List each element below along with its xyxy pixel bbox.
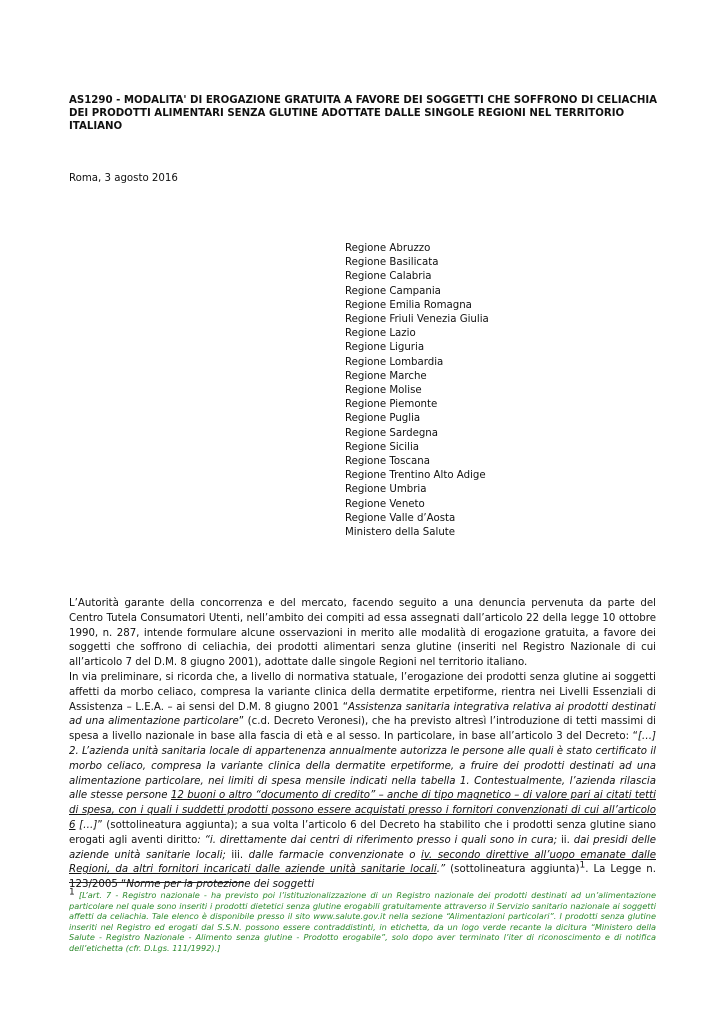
- decree-quote: […] 2. L’azienda unità sanitaria locale di appartenenza annualmente autorizza le persone alle quali è stato certificato il morbo celiaco, compresa la variante clinica della dermatite erpetiforme, a fruire dei prodotti destinati ad una alimentazione particolare, nei limiti di spesa mensile indicati nella tabella 1. Contestualmente, l’azienda rilascia alle stesse persone: [69, 731, 656, 802]
- law-title: Norme per la protezione dei soggetti: [126, 879, 315, 891]
- recipient-item: Regione Calabria: [345, 271, 432, 283]
- recipient-item: Regione Marche: [345, 370, 427, 382]
- recipient-item: Regione Veneto: [345, 498, 425, 510]
- list-marker: ii.: [560, 834, 574, 846]
- underlined-quote: 12 buoni o altro “documento di credito” – anche di tipo magnetico – di valore pari ai citati tetti di spesa, con i quali i suddetti prodotti possono essere acquistati presso i fornitori convenzionati di cui all’articolo 6: [69, 790, 656, 831]
- paragraph-legal-context: [69, 671, 656, 893]
- body-text: [69, 597, 656, 893]
- article-quote: dai presidi delle aziende unità sanitarie locali;: [69, 834, 656, 861]
- footnote-reference[interactable]: 1: [579, 860, 586, 871]
- paragraph-intro: L’Autorità garante della concorrenza e del mercato, facendo seguito a una denuncia pervenuta da parte del Centro Tutela Consumatori Utenti, nell’ambito dei compiti ad essa assegnati dall’articolo 22 della legge 10 ottobre 1990, n. 287, intende formulare alcune osservazioni in merito alle modalità di erogazione gratuita, a favore dei soggetti che soffrono di celiachia, dei prodotti alimentari senza glutine (inseriti nel Registro Nazionale di cui all’articolo 7 del D.M. 8 giugno 2001), adottate dalle singole Regioni nel territorio italiano.: [69, 598, 656, 669]
- footnote-text: [L’art. 7 - Registro nazionale - ha previsto poi l’istituzionalizzazione di un Registro nazionale dei prodotti destinati ad un’alimentazione particolare nel quale sono inseriti i prodotti dietetici senza glutine erogabili gratuitamente attraverso il Servizio sanitario nazionale ai soggetti affetti da celiachia. Tale elenco è disponibile presso il sito www.salute.gov.it nella sezione “Alimentazioni particolari”. I prodotti senza glutine inseriti nel Registro ed erogati dal S.S.N. possono essere contraddistinti, in etichetta, da un logo verde recante la dicitura “Ministero della Salute - Registro Nazionale - Alimento senza glutine - Prodotto erogabile”, solo dopo aver terminato l’iter di riconoscimento e di notifica dell’etichetta (cfr. D.Lgs. 111/1992).]: [69, 890, 656, 953]
- list-marker: iii.: [231, 849, 249, 861]
- article-quote: : “i. direttamente dai centri di riferimento presso i quali sono in cura;: [197, 834, 561, 846]
- text-run: ” (sottolineatura aggiunta); a sua volta l’articolo 6 del Decreto ha stabilito che i prodotti senza glutine siano erogati agli aventi diritto: [69, 819, 657, 846]
- recipient-item: Regione Campania: [345, 285, 441, 297]
- recipient-item: Regione Puglia: [345, 413, 421, 425]
- document-date: Roma, 3 agosto 2016: [69, 173, 178, 184]
- underlined-quote: iv. secondo direttive all’uopo emanate dalle Regioni, da altri fornitori incaricati dalle aziende unità sanitarie locali: [69, 849, 656, 876]
- footnote-divider: [69, 882, 244, 883]
- text-run: (sottolineatura aggiunta): [445, 864, 580, 876]
- recipient-item: Regione Valle d’Aosta: [345, 512, 456, 524]
- text-run: In via preliminare, si ricorda che, a livello di normativa statuale, l’erogazione dei prodotti senza glutine ai soggetti affetti da morbo celiaco, compresa la variante clinica della dermatite erpetiforme, rientra nei Livelli Essenziali di Assistenza – L.E.A. – ai sensi del D.M. 8 giugno 2001 “: [69, 671, 656, 713]
- article-quote-end: .”: [436, 864, 446, 876]
- recipient-list: [345, 242, 489, 540]
- recipient-item: Regione Abruzzo: [345, 243, 431, 254]
- document-title: AS1290 - MODALITA' DI EROGAZIONE GRATUITA A FAVORE DEI SOGGETTI CHE SOFFRONO DI CELIACHIA DEI PRODOTTI ALIMENTARI SENZA GLUTINE ADOTTATE DALLE SINGOLE REGIONI NEL TERRITORIO ITALIANO: [69, 95, 658, 132]
- recipient-item: Regione Umbria: [345, 484, 427, 496]
- recipient-item: Regione Friuli Venezia Giulia: [345, 314, 489, 326]
- decree-title: Assistenza sanitaria integrativa relativa ai prodotti destinati ad una alimentazione particolare: [69, 701, 656, 728]
- recipient-item: Ministero della Salute: [345, 527, 456, 539]
- article-quote: dalle farmacie convenzionate o: [248, 849, 422, 861]
- text-run: . La Legge n. 123/2005 “: [69, 864, 656, 891]
- recipient-item: Regione Lazio: [345, 328, 416, 340]
- recipient-item: Regione Sardegna: [345, 427, 438, 439]
- recipient-item: Regione Toscana: [345, 456, 430, 468]
- recipient-item: Regione Emilia Romagna: [345, 299, 472, 311]
- recipient-item: Regione Piemonte: [345, 399, 438, 411]
- recipient-item: Regione Liguria: [345, 342, 425, 354]
- recipient-item: Regione Basilicata: [345, 257, 439, 269]
- text-run: ” (c.d. Decreto Veronesi), che ha previsto altresì l’introduzione di tetti massimi di spesa a livello nazionale in base alla fascia di età e al sesso. In particolare, in base all’articolo 3 del Decreto: “: [69, 716, 656, 743]
- footnote-number: 1: [69, 887, 75, 898]
- decree-quote-ellipsis: […]: [75, 819, 98, 831]
- recipient-item: Regione Trentino Alto Adige: [345, 470, 486, 482]
- recipient-item: Regione Molise: [345, 385, 422, 397]
- recipient-item: Regione Lombardia: [345, 356, 444, 368]
- recipient-item: Regione Sicilia: [345, 441, 420, 453]
- footnote: [69, 887, 656, 954]
